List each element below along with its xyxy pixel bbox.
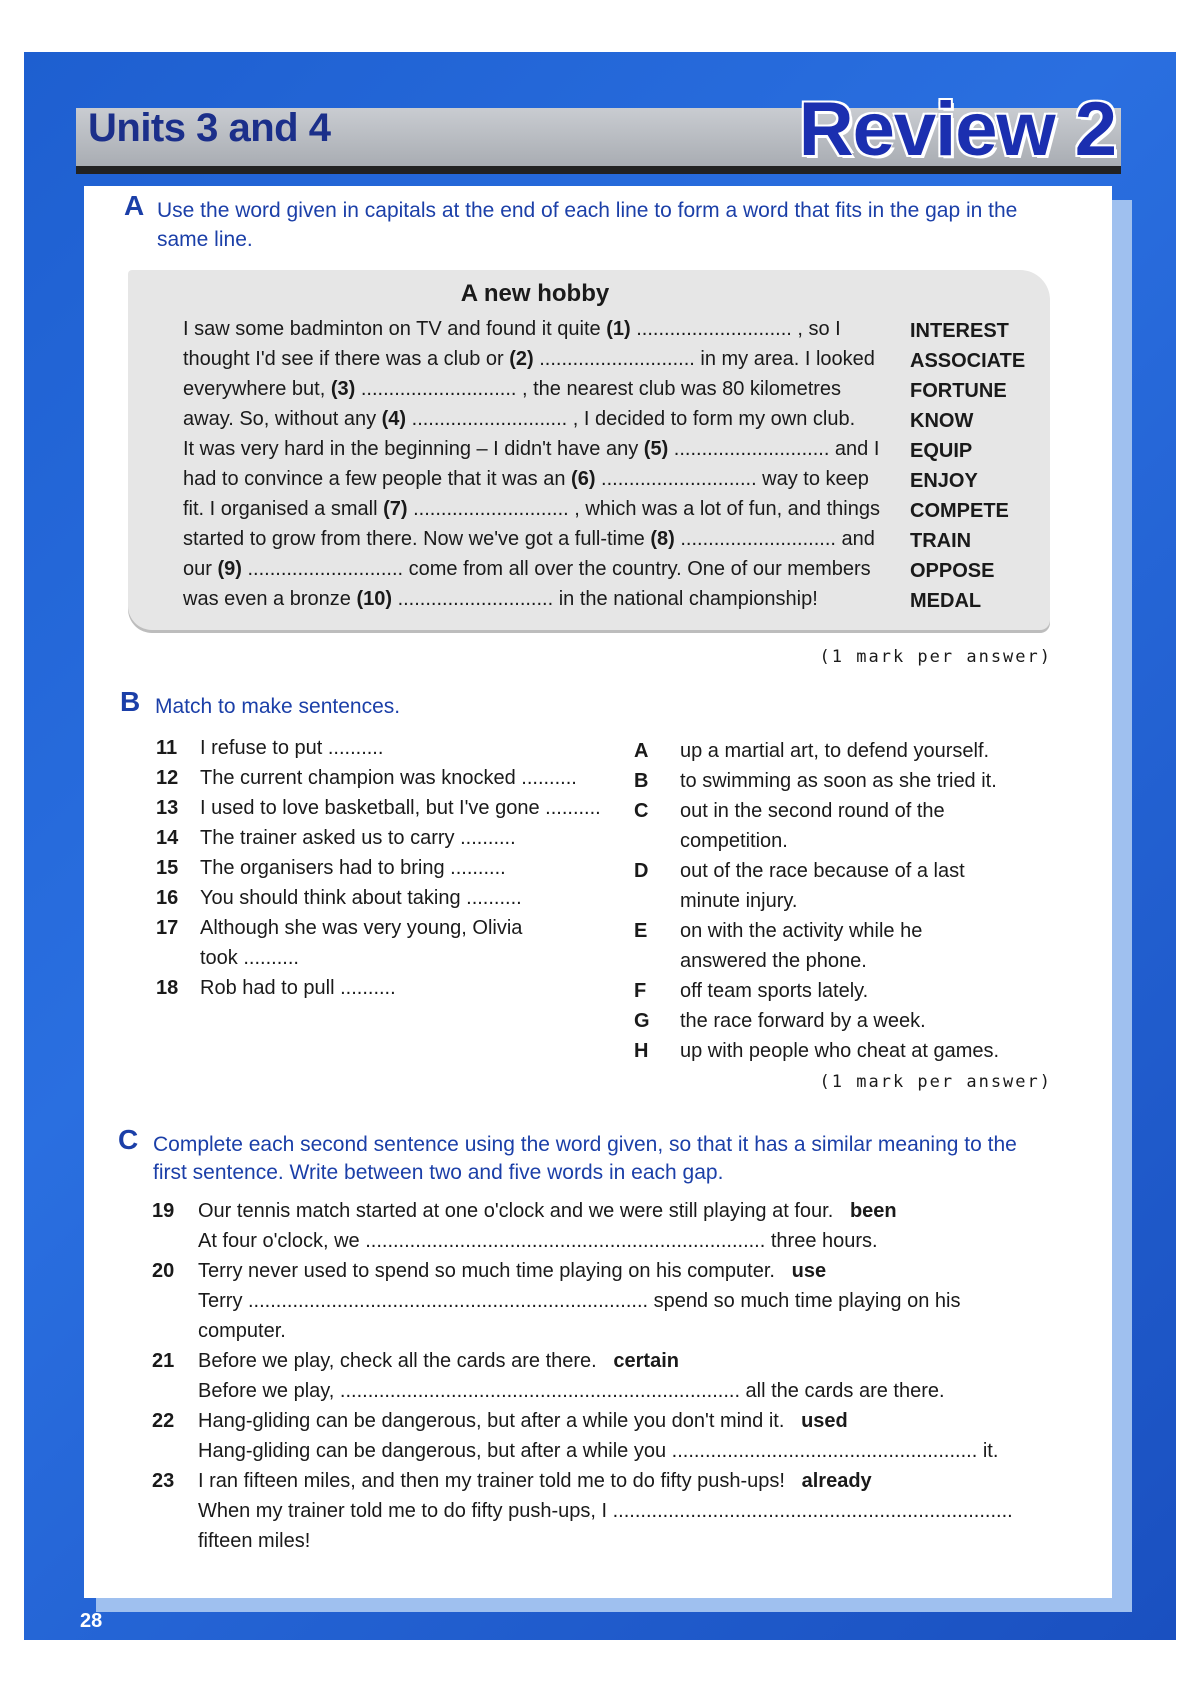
- sentence-start: took ..........: [200, 947, 299, 969]
- story-line: our (9) ............................ come from all over the country. One of our members: [183, 558, 871, 580]
- sentence-start: I used to love basketball, but I've gone ..........: [200, 797, 601, 819]
- item-number: 15: [156, 857, 179, 879]
- option-letter: D: [634, 860, 649, 882]
- sentence-end: to swimming as soon as she tried it.: [680, 770, 997, 792]
- review-title: Review 2: [798, 87, 1116, 172]
- section-b-instruction: Match to make sentences.: [155, 695, 401, 718]
- first-sentence: Terry never used to spend so much time playing on his computer. use: [198, 1260, 827, 1282]
- capital-word: TRAIN: [910, 530, 972, 552]
- sentence-start: Although she was very young, Olivia: [200, 917, 523, 939]
- story-line: started to grow from there. Now we've got a full-time (8) ............................ and: [183, 528, 875, 550]
- story-line: was even a bronze (10) ............................ in the national championship!: [183, 588, 818, 610]
- story-line: everywhere but, (3) ............................ , the nearest club was 80 kilometres: [183, 378, 842, 400]
- capital-word: OPPOSE: [910, 560, 995, 582]
- item-number: 11: [156, 737, 178, 759]
- first-sentence: I ran fifteen miles, and then my trainer told me to do fifty push-ups! already: [198, 1470, 872, 1492]
- page-number: 28: [80, 1610, 103, 1632]
- capital-word: FORTUNE: [910, 380, 1007, 402]
- sentence-start: You should think about taking ..........: [200, 887, 522, 909]
- sentence-end: the race forward by a week.: [680, 1010, 926, 1032]
- sentence-end: minute injury.: [680, 890, 798, 912]
- sentence-end: answered the phone.: [680, 950, 867, 972]
- item-number: 17: [156, 917, 179, 939]
- section-c-instruction-2: first sentence. Write between two and five words in each gap.: [153, 1161, 724, 1184]
- item-number: 20: [152, 1260, 175, 1282]
- story-line: thought I'd see if there was a club or (2) ............................ in my area. I looked: [183, 348, 875, 370]
- story-line: It was very hard in the beginning – I didn't have any (5) ............................ and I: [183, 438, 880, 460]
- item-number: 22: [152, 1410, 175, 1432]
- story-line: had to convince a few people that it was an (6) ............................ way to keep: [183, 468, 869, 490]
- item-number: 19: [152, 1200, 175, 1222]
- item-number: 18: [156, 977, 179, 999]
- story-line: away. So, without any (4) ............................ , I decided to form my own club.: [183, 408, 856, 430]
- section-a-instruction-1: Use the word given in capitals at the end of each line to form a word that fits in the gap in the: [157, 199, 1018, 222]
- option-letter: H: [634, 1040, 649, 1062]
- sentence-end: out in the second round of the: [680, 800, 945, 822]
- key-word: been: [849, 1200, 897, 1222]
- option-letter: E: [634, 920, 648, 942]
- second-sentence: Before we play, ........................................................................ all the cards are there.: [198, 1380, 945, 1402]
- capital-word: ASSOCIATE: [910, 350, 1026, 372]
- item-number: 21: [152, 1350, 175, 1372]
- sentence-start: Rob had to pull ..........: [200, 977, 396, 999]
- option-letter: A: [634, 740, 649, 762]
- first-sentence: Our tennis match started at one o'clock and we were still playing at four. been: [198, 1200, 897, 1222]
- second-sentence-cont: fifteen miles!: [198, 1530, 311, 1552]
- sentence-end: out of the race because of a last: [680, 860, 965, 882]
- item-number: 12: [156, 767, 179, 789]
- item-number: 16: [156, 887, 179, 909]
- capital-word: MEDAL: [910, 590, 982, 612]
- section-c-instruction-1: Complete each second sentence using the word given, so that it has a similar meaning to the: [153, 1133, 1017, 1156]
- sentence-end: up with people who cheat at games.: [680, 1040, 1000, 1062]
- capital-word: INTEREST: [910, 320, 1009, 342]
- story-title: A new hobby: [460, 280, 610, 307]
- sentence-end: up a martial art, to defend yourself.: [680, 740, 990, 762]
- second-sentence: When my trainer told me to do fifty push-ups, I ........................................................................: [198, 1500, 1013, 1522]
- sentence-end: competition.: [680, 830, 788, 852]
- option-letter: C: [634, 800, 649, 822]
- sentence-start: The organisers had to bring ..........: [200, 857, 506, 879]
- option-letter: B: [634, 770, 649, 792]
- section-b-marks: (1 mark per answer): [819, 1072, 1052, 1092]
- sentence-start: The current champion was knocked ..........: [200, 767, 577, 789]
- sentence-end: on with the activity while he: [680, 920, 923, 942]
- capital-word: COMPETE: [910, 500, 1009, 522]
- option-letter: G: [634, 1010, 650, 1032]
- second-sentence: Terry ........................................................................ spend so much time playing on his: [198, 1290, 961, 1312]
- second-sentence-cont: computer.: [198, 1320, 286, 1342]
- story-line: I saw some badminton on TV and found it quite (1) ............................ , so I: [183, 318, 841, 340]
- second-sentence: At four o'clock, we ........................................................................ three hours.: [198, 1230, 878, 1252]
- units-title: Units 3 and 4: [88, 106, 331, 150]
- sentence-start: I refuse to put ..........: [200, 737, 384, 759]
- first-sentence: Hang-gliding can be dangerous, but after a while you don't mind it. used: [198, 1410, 848, 1432]
- second-sentence: Hang-gliding can be dangerous, but after a while you ....................................................... it.: [198, 1440, 999, 1462]
- section-a-letter: A: [124, 190, 145, 221]
- capital-word: EQUIP: [910, 440, 973, 462]
- key-word: certain: [613, 1350, 679, 1372]
- item-number: 23: [152, 1470, 175, 1492]
- section-b-letter: B: [120, 686, 141, 717]
- key-word: used: [801, 1410, 848, 1432]
- key-word: already: [801, 1470, 872, 1492]
- section-a-marks: (1 mark per answer): [819, 647, 1052, 667]
- capital-word: ENJOY: [910, 470, 978, 492]
- story-line: fit. I organised a small (7) ............................ , which was a lot of fun, and things: [183, 498, 880, 520]
- item-number: 14: [156, 827, 179, 849]
- sentence-start: The trainer asked us to carry ..........: [200, 827, 516, 849]
- key-word: use: [791, 1260, 827, 1282]
- sentence-end: off team sports lately.: [680, 980, 869, 1002]
- first-sentence: Before we play, check all the cards are there. certain: [198, 1350, 679, 1372]
- capital-word: KNOW: [910, 410, 974, 432]
- option-letter: F: [634, 980, 647, 1002]
- item-number: 13: [156, 797, 179, 819]
- section-a-instruction-2: same line.: [157, 228, 253, 251]
- section-c-letter: C: [118, 1124, 139, 1155]
